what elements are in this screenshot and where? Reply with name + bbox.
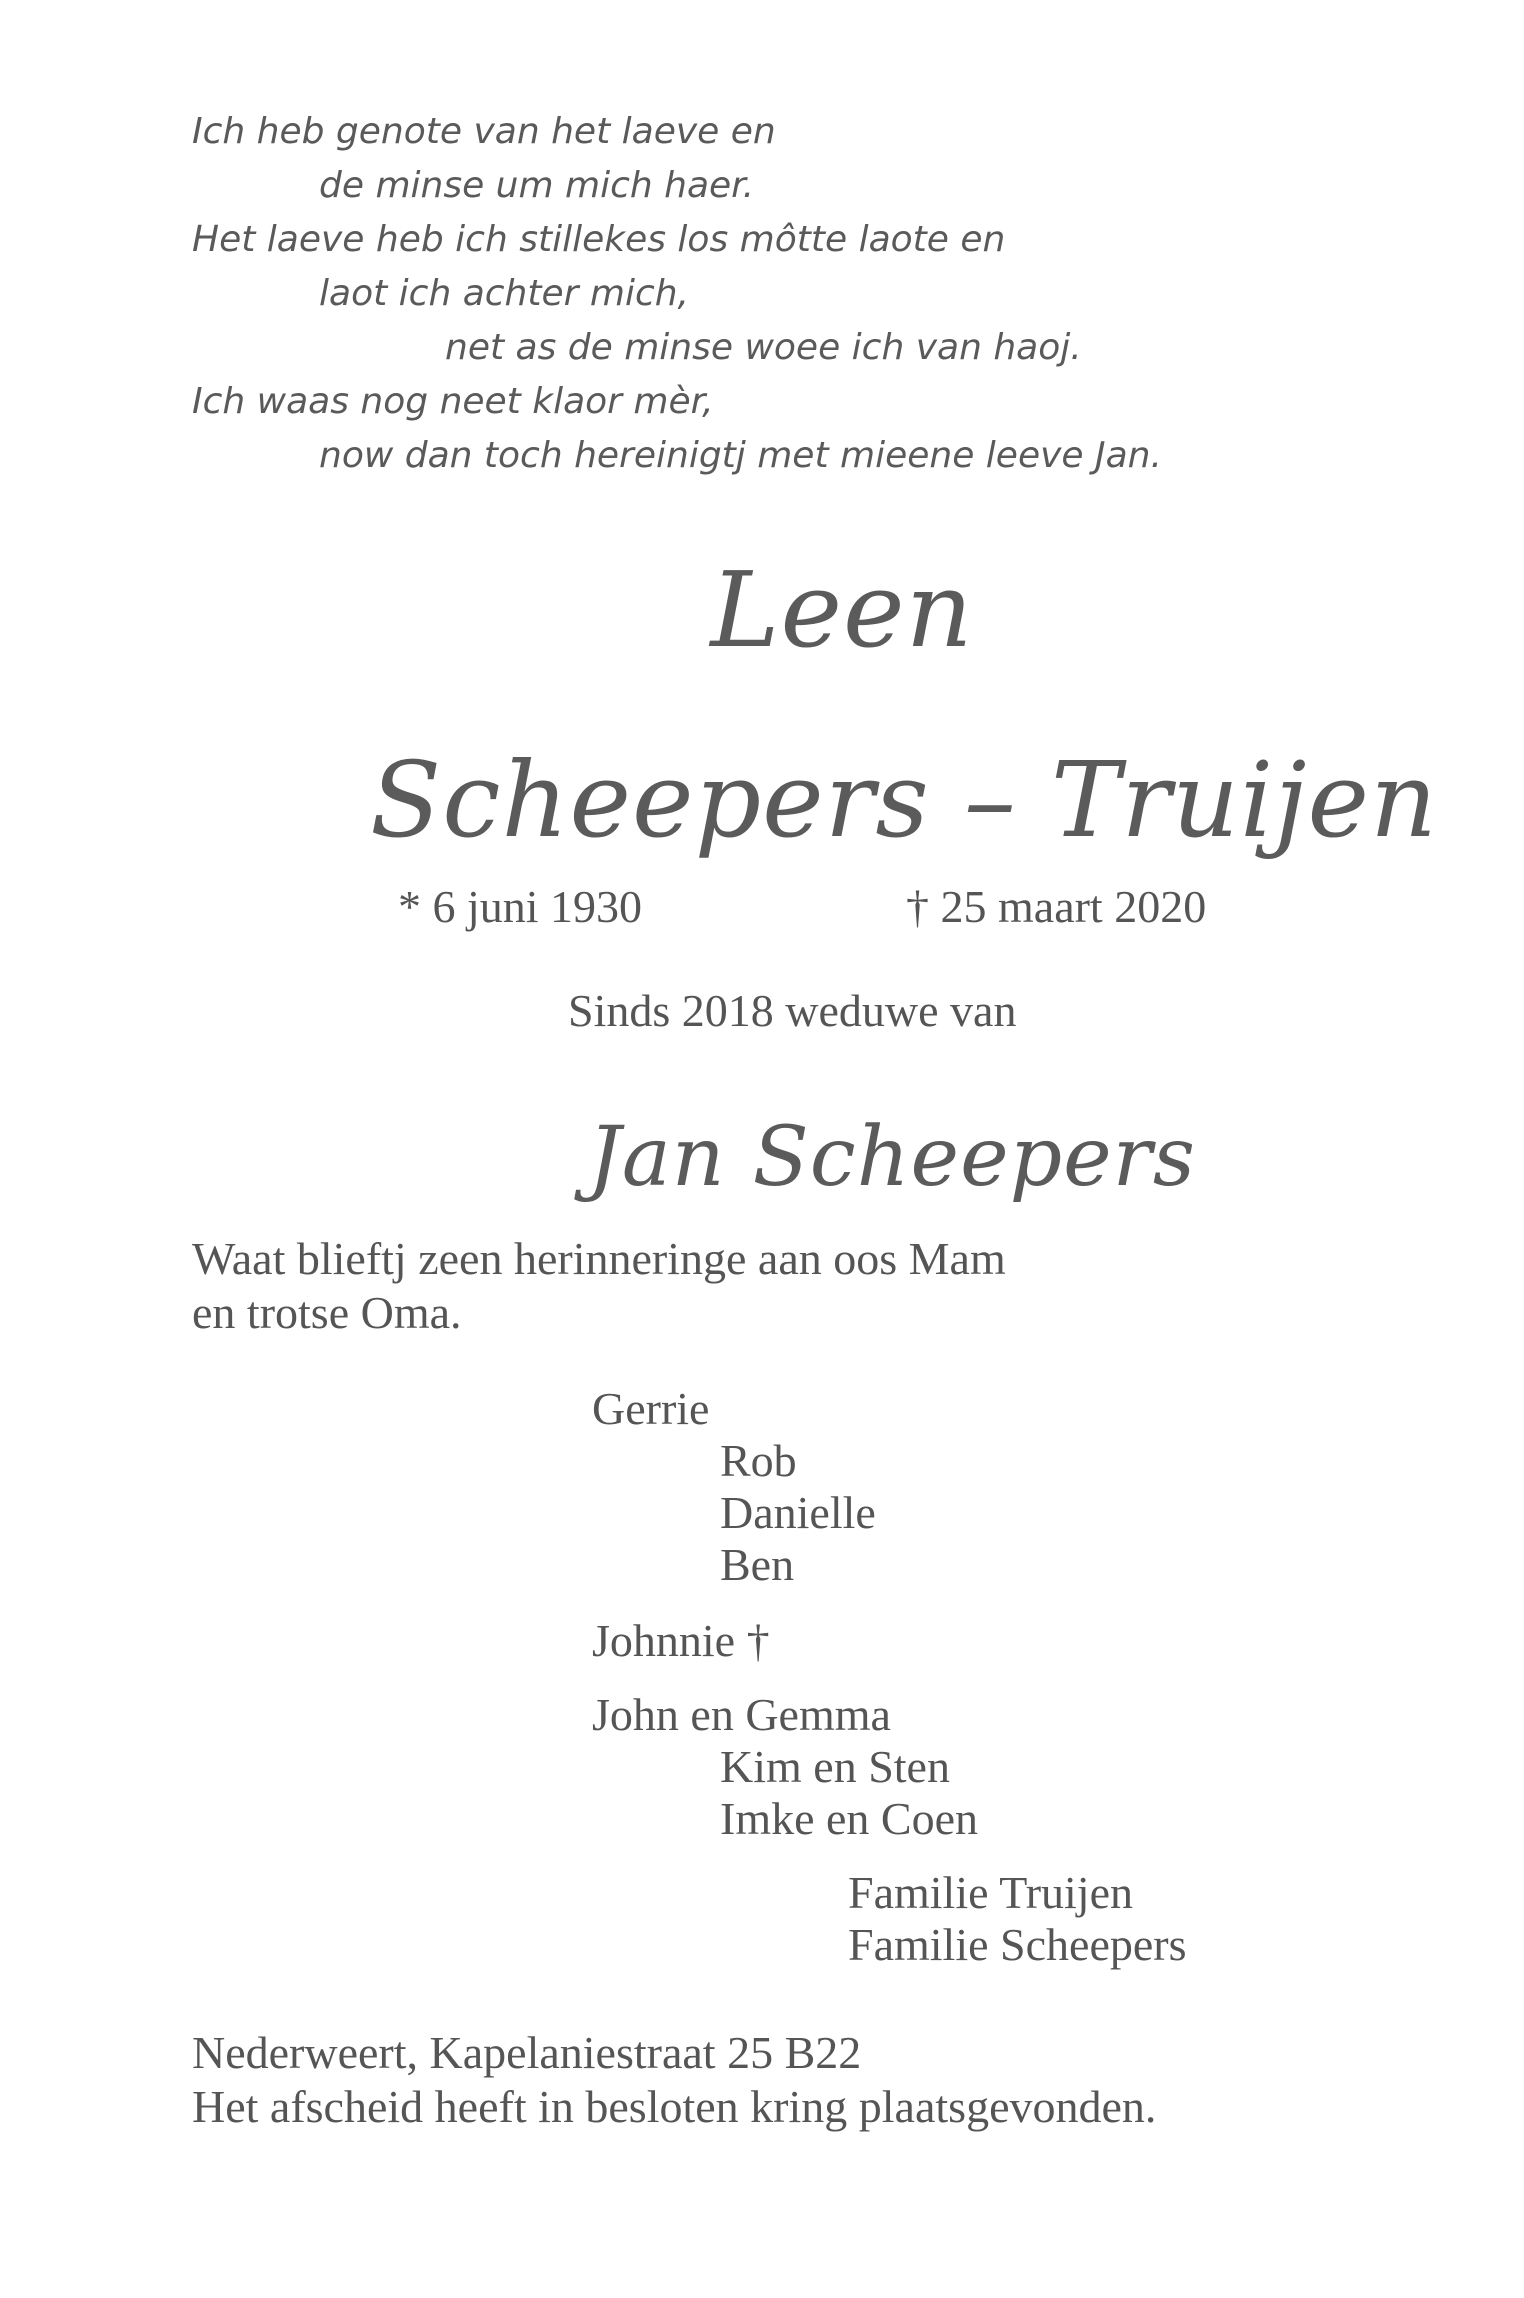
poem-line: Het laeve heb ich stillekes los môtte laote en: [192, 219, 1006, 260]
farewell-notice: Het afscheid heeft in besloten kring plaatsgevonden.: [192, 2081, 1157, 2132]
message-line: Waat blieftj zeen herinneringe aan oos Mam: [192, 1233, 1006, 1284]
extended-family: Familie Scheepers: [848, 1919, 1187, 1970]
poem-line: Ich heb genote van het laeve en: [192, 111, 776, 152]
grandchild: Rob: [720, 1435, 797, 1486]
husband-name: Jan Scheepers: [588, 1110, 1196, 1205]
extended-family: Familie Truijen: [848, 1867, 1133, 1918]
deceased-family-name: Scheepers – Truijen: [370, 739, 1438, 861]
address: Nederweert, Kapelaniestraat 25 B22: [192, 2027, 862, 2078]
death-date: † 25 maart 2020: [906, 881, 1207, 932]
grandchild: Imke en Coen: [720, 1793, 979, 1844]
family-member: John en Gemma: [592, 1689, 891, 1740]
family-member: Gerrie: [592, 1383, 710, 1434]
poem-line: de minse um mich haer.: [319, 165, 755, 206]
poem-line: laot ich achter mich,: [319, 273, 690, 314]
grandchild: Kim en Sten: [720, 1741, 950, 1792]
birth-date: * 6 juni 1930: [398, 881, 643, 932]
widow-text: Sinds 2018 weduwe van: [568, 985, 1017, 1036]
deceased-first-name: Leen: [710, 549, 974, 671]
message-line: en trotse Oma.: [192, 1287, 462, 1338]
grandchild: Danielle: [720, 1487, 876, 1538]
family-member: Johnnie †: [592, 1615, 770, 1666]
poem-line: Ich waas nog neet klaor mèr,: [192, 381, 714, 422]
poem-line: net as de minse woee ich van haoj.: [445, 327, 1082, 368]
poem-line: now dan toch hereinigtj met mieene leeve Jan.: [319, 435, 1162, 476]
grandchild: Ben: [720, 1539, 795, 1590]
